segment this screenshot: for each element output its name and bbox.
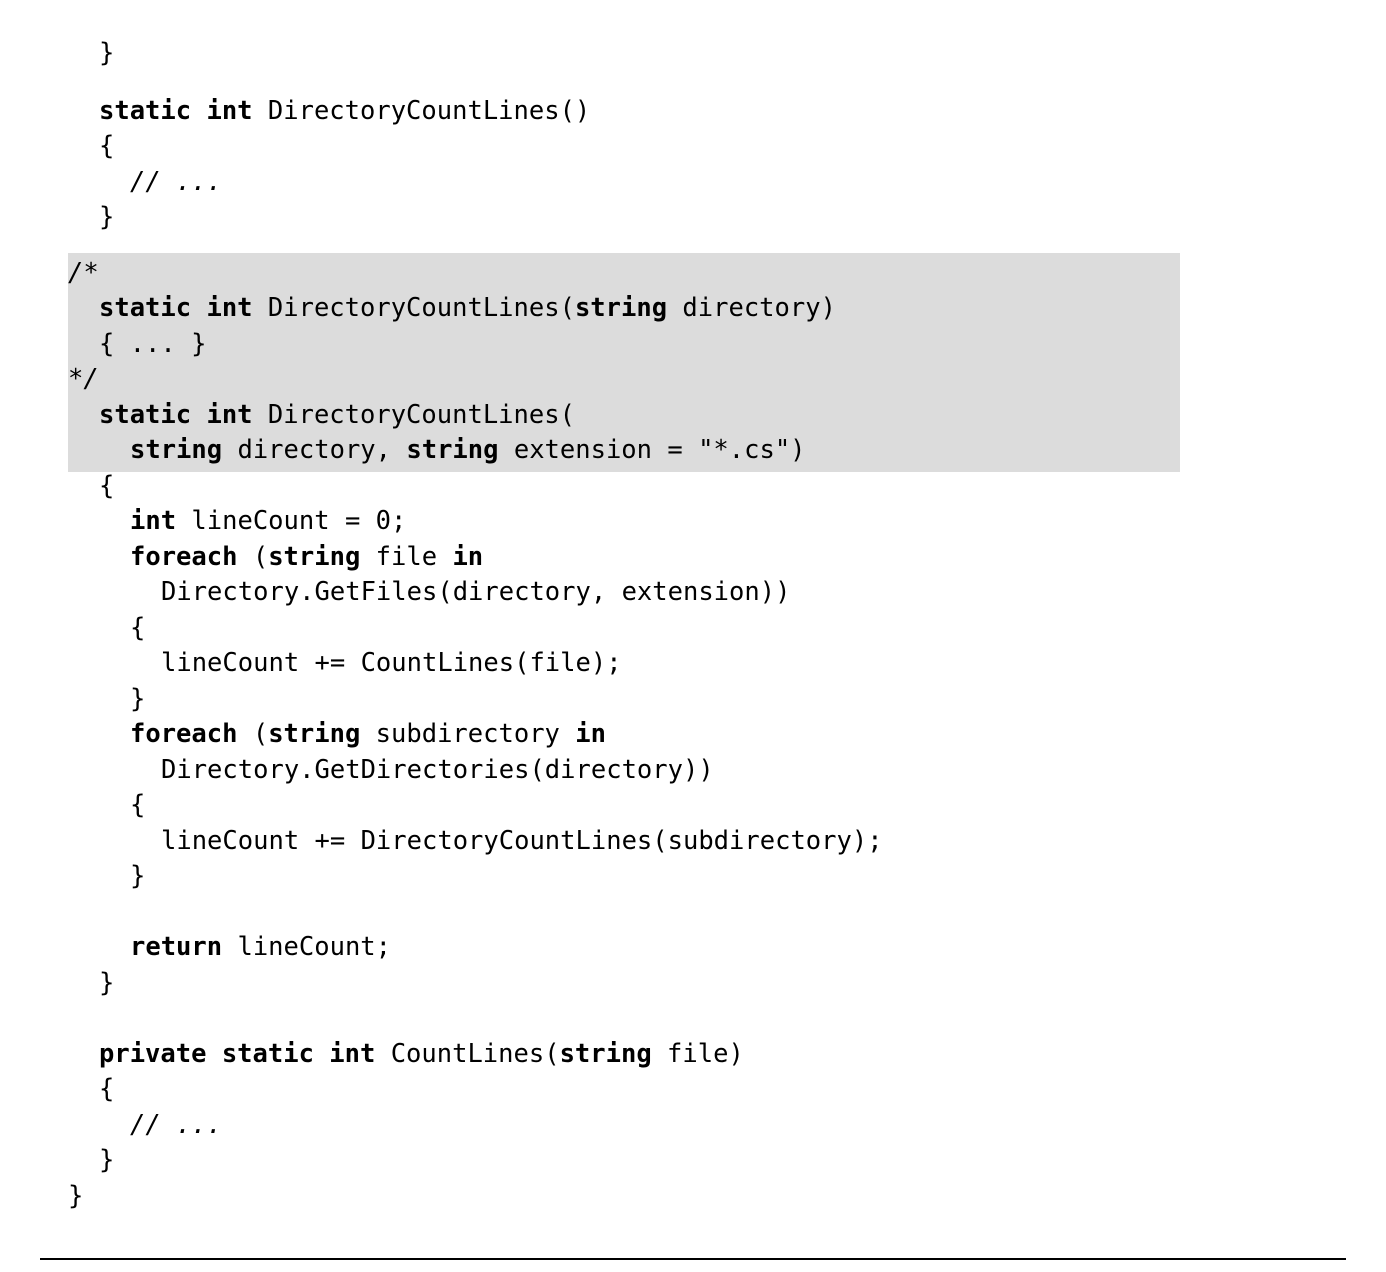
code-line-text — [130, 165, 222, 201]
code-line-text — [99, 1143, 114, 1179]
code-token: // ... — [130, 1109, 223, 1140]
code-line — [0, 611, 145, 647]
code-token: private static int — [99, 1038, 376, 1069]
code-token: static int — [99, 293, 253, 323]
code-line-text — [130, 540, 483, 576]
code-line — [0, 1001, 68, 1037]
code-token: Directory.GetDirectories(directory)) — [161, 754, 714, 785]
code-line — [0, 1108, 222, 1144]
code-token: subdirectory — [360, 719, 576, 749]
code-token: { ... } — [99, 328, 207, 359]
code-token: string — [268, 541, 361, 572]
code-token: } — [130, 683, 146, 714]
code-token: */ — [68, 364, 99, 394]
code-token: in — [452, 541, 484, 572]
code-line-text — [99, 94, 590, 130]
code-token: } — [99, 38, 115, 68]
code-token: { — [99, 131, 115, 161]
code-line-text — [130, 611, 145, 647]
code-line-text — [68, 1179, 83, 1215]
code-line-text — [99, 129, 114, 165]
code-token: { — [99, 1074, 115, 1104]
code-line — [0, 165, 222, 201]
code-line-text — [130, 504, 406, 540]
code-line — [0, 682, 145, 718]
code-line — [0, 966, 114, 1002]
code-token: /* — [68, 257, 99, 288]
code-token: directory) — [667, 293, 836, 323]
code-line — [0, 1143, 114, 1179]
code-line-text — [161, 646, 622, 682]
code-line — [0, 469, 114, 505]
code-line-text — [130, 717, 606, 753]
code-line — [0, 1037, 744, 1073]
code-token: // ... — [130, 166, 223, 197]
code-token: { — [130, 612, 146, 643]
code-token: string — [574, 293, 668, 323]
code-line — [0, 362, 99, 398]
code-line-text — [99, 200, 114, 236]
code-token: int — [130, 506, 177, 536]
code-line — [0, 753, 714, 789]
code-line-text — [99, 36, 114, 72]
code-line — [0, 1072, 114, 1108]
code-token: lineCount = 0; — [176, 506, 407, 536]
code-token: DirectoryCountLines( — [252, 293, 575, 323]
code-token: foreach — [130, 719, 238, 749]
code-line — [0, 540, 483, 576]
code-line-text — [68, 362, 99, 398]
code-token: file — [360, 541, 453, 572]
code-line — [0, 433, 806, 469]
code-token: foreach — [130, 541, 238, 572]
code-token: static int — [99, 399, 253, 430]
code-token: } — [99, 1145, 115, 1175]
code-token: lineCount; — [222, 932, 392, 962]
code-token: ( — [237, 719, 269, 749]
code-line-text — [130, 859, 145, 895]
code-line — [0, 824, 883, 860]
code-line — [0, 646, 622, 682]
code-token: in — [575, 719, 606, 749]
code-line-text — [161, 575, 790, 611]
code-line-text — [161, 753, 714, 789]
code-token: { — [130, 790, 146, 820]
code-line-text — [99, 469, 114, 505]
code-line — [0, 398, 575, 434]
code-line — [0, 36, 114, 72]
code-line-text — [99, 327, 206, 363]
highlight-band — [68, 253, 1180, 401]
code-line — [0, 859, 145, 895]
code-line — [0, 129, 114, 165]
code-token: string — [268, 719, 361, 749]
code-token: directory, — [222, 435, 407, 465]
code-token: lineCount += CountLines(file); — [161, 648, 622, 678]
code-token: DirectoryCountLines( — [252, 399, 575, 430]
code-line — [0, 717, 606, 753]
code-line — [0, 256, 99, 292]
code-line — [0, 327, 206, 363]
code-token: string — [406, 435, 499, 465]
code-token: DirectoryCountLines() — [252, 95, 591, 126]
code-line-text — [99, 1037, 744, 1073]
code-line — [0, 200, 114, 236]
code-line — [0, 575, 790, 611]
code-token: string — [130, 435, 223, 465]
code-line-text — [99, 291, 836, 327]
code-token: return — [130, 932, 223, 962]
code-line — [0, 895, 68, 931]
code-token: file) — [651, 1038, 744, 1069]
code-line-text — [130, 433, 806, 469]
code-line — [0, 1179, 83, 1215]
code-line — [0, 788, 145, 824]
code-line — [0, 291, 836, 327]
code-line-text — [99, 966, 114, 1002]
code-token: { — [99, 470, 115, 501]
page-bottom-rule — [40, 1258, 1346, 1260]
code-token: ( — [237, 541, 269, 572]
code-line-text — [130, 930, 391, 966]
code-token: Directory.GetFiles(directory, extension)) — [161, 577, 791, 607]
code-line-text — [161, 824, 883, 860]
code-token: } — [99, 967, 115, 998]
code-line-text — [130, 682, 145, 718]
code-line-text — [68, 256, 99, 292]
code-line-text — [130, 1108, 222, 1144]
code-token: static int — [99, 95, 253, 126]
code-token: CountLines( — [375, 1038, 560, 1069]
code-token: } — [130, 861, 146, 891]
code-token: extension = "*.cs") — [498, 435, 806, 465]
code-line-text — [99, 398, 575, 434]
code-line-text — [99, 1072, 114, 1108]
code-token: lineCount += DirectoryCountLines(subdirectory); — [161, 825, 883, 856]
code-line — [0, 504, 406, 540]
code-token: } — [68, 1180, 84, 1211]
code-line — [0, 930, 391, 966]
code-token: string — [559, 1038, 652, 1069]
code-line-text — [130, 788, 145, 824]
code-token: } — [99, 202, 115, 232]
code-line — [0, 94, 590, 130]
